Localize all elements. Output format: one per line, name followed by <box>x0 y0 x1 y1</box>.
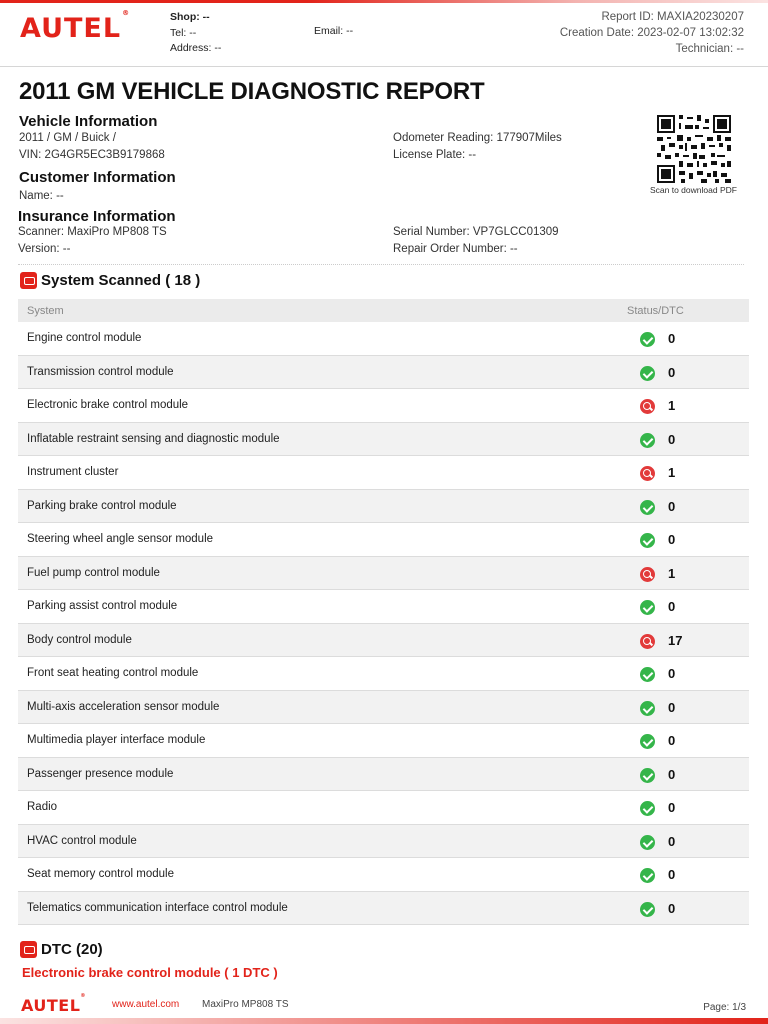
dtc-count: 0 <box>668 766 676 782</box>
system-name: Inflatable restraint sensing and diagnostic module <box>27 432 280 445</box>
table-row <box>18 490 749 524</box>
check-icon <box>640 801 655 816</box>
footer-autel-logo: AUTEL® <box>21 992 86 1015</box>
system-name: Transmission control module <box>27 365 174 378</box>
dtc-count: 0 <box>668 431 676 447</box>
table-row <box>18 389 749 423</box>
technician: Technician: -- <box>675 43 744 55</box>
wrench-icon <box>640 466 655 481</box>
license-plate: License Plate: -- <box>393 149 477 161</box>
dtc-module-title: Electronic brake control module ( 1 DTC ) <box>22 965 278 980</box>
table-row <box>18 657 749 691</box>
system-name: Body control module <box>27 633 132 646</box>
dtc-count: 0 <box>668 699 676 715</box>
check-icon <box>640 433 655 448</box>
report-id: Report ID: MAXIA20230207 <box>601 11 744 23</box>
page-number: Page: 1/3 <box>703 1002 746 1013</box>
footer-model: MaxiPro MP808 TS <box>202 999 289 1010</box>
table-row <box>18 456 749 490</box>
table-row <box>18 523 749 557</box>
dtc-count: 0 <box>668 599 676 614</box>
system-name: Engine control module <box>27 332 142 344</box>
table-row <box>18 322 749 356</box>
section-divider <box>18 264 744 265</box>
check-icon <box>640 366 655 381</box>
check-icon <box>640 500 655 515</box>
vehicle-info-heading: Vehicle Information <box>19 113 158 130</box>
wrench-icon <box>640 567 655 582</box>
table-row <box>18 758 749 792</box>
table-row <box>18 858 749 892</box>
dtc-count: 0 <box>668 364 676 380</box>
creation-date: Creation Date: 2023-02-07 13:02:32 <box>559 27 744 39</box>
dtc-count: 0 <box>668 331 676 346</box>
dtc-count: 0 <box>668 498 676 514</box>
system-scanned-heading: System Scanned ( 18 ) <box>41 272 201 289</box>
system-name: Fuel pump control module <box>27 566 160 579</box>
system-name: Instrument cluster <box>27 466 119 478</box>
table-row <box>18 557 749 591</box>
shop-label: Shop: -- <box>170 11 210 23</box>
report-meta <box>560 9 744 57</box>
shop-info <box>170 10 221 57</box>
email-label: Email: -- <box>314 25 354 37</box>
table-row <box>18 825 749 859</box>
dtc-heading: DTC (20) <box>41 941 103 958</box>
check-icon <box>640 533 655 548</box>
system-name: Front seat heating control module <box>27 667 199 679</box>
qr-caption: Scan to download PDF <box>650 185 737 195</box>
system-name: Electronic brake control module <box>27 399 189 411</box>
dtc-count: 0 <box>668 867 676 882</box>
version-label: Version: -- <box>18 243 71 255</box>
address-label: Address: -- <box>170 42 222 54</box>
bottom-accent-rule <box>0 1018 768 1024</box>
check-icon <box>640 667 655 682</box>
vehicle-model: 2011 / GM / Buick / <box>19 132 116 144</box>
insurance-info-heading: Insurance Information <box>18 208 176 225</box>
dtc-icon <box>20 941 37 958</box>
dtc-count: 0 <box>668 900 676 916</box>
column-header-status: Status/DTC <box>627 305 684 317</box>
dtc-count: 0 <box>668 532 676 547</box>
dtc-count: 0 <box>668 733 676 748</box>
odometer-reading: Odometer Reading: 177907Miles <box>393 132 562 144</box>
system-name: Passenger presence module <box>27 767 174 780</box>
check-icon <box>640 332 655 347</box>
system-name: Multimedia player interface module <box>27 734 206 746</box>
system-name: Steering wheel angle sensor module <box>27 533 214 545</box>
check-icon <box>640 768 655 783</box>
table-row <box>18 624 749 658</box>
system-name: Telematics communication interface control module <box>27 901 288 914</box>
tel-label: Tel: -- <box>170 26 197 39</box>
serial-number: Serial Number: VP7GLCC01309 <box>393 226 559 238</box>
table-row <box>18 791 749 825</box>
qr-code-icon[interactable] <box>657 115 731 183</box>
check-icon <box>640 734 655 749</box>
table-row <box>18 892 749 926</box>
dtc-count: 1 <box>668 565 676 581</box>
page-title: 2011 GM VEHICLE DIAGNOSTIC REPORT <box>19 78 485 105</box>
system-rows <box>18 322 749 925</box>
system-name: Parking assist control module <box>27 600 178 612</box>
dtc-count: 0 <box>668 833 676 849</box>
check-icon <box>640 701 655 716</box>
table-row <box>18 356 749 390</box>
check-icon <box>640 835 655 850</box>
table-row <box>18 724 749 758</box>
table-row <box>18 691 749 725</box>
table-header <box>18 299 749 322</box>
system-table <box>18 299 749 925</box>
vehicle-vin: VIN: 2G4GR5EC3B9179868 <box>19 149 165 161</box>
check-icon <box>640 868 655 883</box>
header-divider <box>0 66 768 67</box>
dtc-count: 1 <box>668 398 676 413</box>
customer-info-heading: Customer Information <box>19 169 176 186</box>
system-name: Parking brake control module <box>27 499 177 512</box>
customer-name: Name: -- <box>19 190 64 202</box>
wrench-icon <box>640 399 655 414</box>
dtc-count: 17 <box>668 632 683 648</box>
car-scan-icon <box>20 272 37 289</box>
system-name: Seat memory control module <box>27 868 175 880</box>
system-name: Multi-axis acceleration sensor module <box>27 700 220 713</box>
dtc-count: 0 <box>668 666 676 681</box>
system-name: Radio <box>27 801 58 813</box>
scanner-label: Scanner: MaxiPro MP808 TS <box>18 226 167 238</box>
footer-website-link[interactable]: www.autel.com <box>112 999 180 1010</box>
autel-logo: AUTEL® <box>20 9 131 44</box>
dtc-count: 1 <box>668 465 676 480</box>
table-row <box>18 590 749 624</box>
check-icon <box>640 600 655 615</box>
dtc-count: 0 <box>668 800 676 815</box>
system-name: HVAC control module <box>27 834 137 847</box>
table-row <box>18 423 749 457</box>
column-header-system: System <box>27 305 64 317</box>
top-accent-rule <box>0 0 768 3</box>
wrench-icon <box>640 634 655 649</box>
repair-order-number: Repair Order Number: -- <box>393 243 518 255</box>
check-icon <box>640 902 655 917</box>
